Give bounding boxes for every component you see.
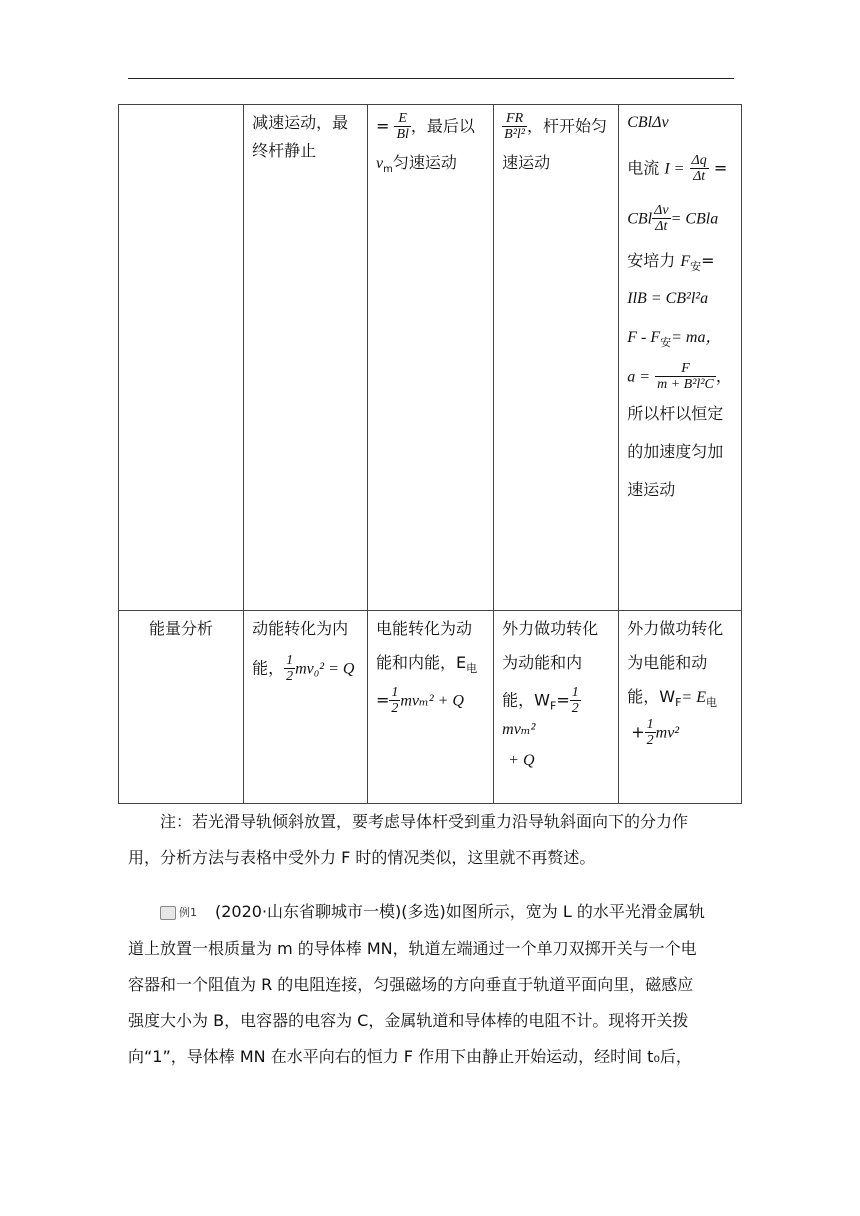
fraction: $\frac{1}{2}$	[391, 685, 399, 717]
text-line	[627, 325, 733, 353]
text-line: 为电能和动	[627, 653, 708, 672]
math: = E	[681, 689, 706, 706]
example-badge-label: 例1	[179, 905, 197, 919]
math: I =	[664, 160, 685, 178]
row1-cell-5	[619, 105, 742, 611]
text-line: 终杆静止	[252, 141, 317, 160]
math: mvₘ² + Q	[400, 692, 464, 710]
math: F - F	[627, 328, 661, 346]
equals: =	[556, 690, 570, 710]
text-line: 外力做功转化	[502, 619, 599, 638]
text-line: + Q	[508, 751, 535, 769]
row1-cell-3	[367, 105, 493, 611]
example-paragraph	[128, 894, 738, 1075]
row2-cell-3	[367, 611, 493, 804]
text-line	[376, 151, 485, 179]
text-line	[627, 249, 733, 277]
text-line: 减速运动，最	[252, 113, 349, 132]
example-line-5: 向“1”，导体棒 MN 在水平向右的恒力 F 作用下由静止开始运动，经时间 t₀后，	[128, 1046, 692, 1066]
equals: =	[375, 116, 390, 136]
row2-cell-5	[619, 611, 742, 804]
text-line	[627, 203, 733, 235]
text: ，杆开始匀	[527, 116, 608, 136]
fraction: $\frac{1}{2}$	[571, 685, 579, 717]
note-paragraph	[128, 804, 738, 876]
analysis-table	[118, 104, 742, 804]
row2-label-cell: 能量分析	[119, 611, 244, 804]
text-line: 动能转化为内	[252, 619, 349, 638]
text-line: CBlΔv	[627, 114, 669, 131]
text-line	[252, 653, 359, 685]
math: mvₘ²	[502, 720, 536, 738]
text-line: 速运动	[502, 152, 551, 172]
math: mv²	[655, 724, 680, 742]
fraction: $\frac{1}{2}$	[646, 717, 654, 749]
row1-cell-2	[244, 105, 368, 611]
text: 电流	[627, 158, 665, 178]
text-line: 所以杆以恒定	[627, 404, 724, 424]
table-row	[119, 611, 742, 804]
text-line: 速运动	[627, 480, 676, 500]
row1-cell-4	[494, 105, 619, 611]
math: F	[680, 252, 691, 270]
text-line	[502, 685, 610, 743]
text-line: 的加速度匀加	[627, 442, 724, 462]
fraction: $\frac{FR}{\text{B²l²}}$	[504, 111, 526, 143]
text-line	[376, 111, 485, 143]
equals: =	[713, 158, 728, 178]
text-line	[627, 685, 733, 713]
text-line	[627, 717, 733, 749]
equals: =	[701, 250, 715, 270]
note-line-2: 用，分析方法与表格中受外力 F 时的情况类似，这里就不再赘述。	[128, 848, 596, 867]
row1-label-cell	[119, 105, 244, 611]
table-row	[119, 105, 742, 611]
text: 能，W	[502, 690, 550, 710]
example-line-2: 道上放置一根质量为 m 的导体棒 MN，轨道左端通过一个单刀双掷开关与一个电	[128, 938, 697, 958]
example-line-1	[128, 894, 738, 931]
var-v: v	[375, 154, 384, 172]
subscript: F	[550, 699, 557, 713]
subscript: 安	[690, 259, 702, 273]
text: ，	[715, 365, 732, 385]
text-line: 为动能和内	[502, 653, 583, 672]
subscript: F	[675, 696, 682, 710]
subscript: 电	[705, 696, 717, 710]
fraction: $\frac{\Delta v}{\Delta t}$	[654, 202, 669, 235]
plus: +	[631, 722, 645, 742]
fraction: $\frac{1}{2}$	[286, 653, 294, 685]
header-rule	[128, 78, 734, 79]
math: a =	[627, 367, 651, 385]
math: = ma，	[671, 328, 722, 346]
example-text: (2020·山东省聊城市一模)(多选)如图所示，宽为 L 的水平光滑金属轨	[215, 902, 705, 921]
text: 能，	[252, 658, 285, 678]
example-icon	[160, 906, 176, 920]
fraction: $\frac{F}{\text{m + B²l²C}}$	[657, 360, 714, 392]
text: 能和内能，E	[375, 653, 467, 672]
text: 安培力	[627, 250, 681, 270]
math: = CBla	[670, 210, 719, 228]
text-line	[502, 111, 610, 143]
fraction: $\frac{\Delta q}{\Delta t}$	[691, 153, 707, 185]
text-line	[627, 361, 733, 393]
example-badge	[160, 895, 197, 931]
example-line-4: 强度大小为 B，电容器的电容为 C，金属轨道和导体棒的电阻不计。现将开关拨	[128, 1010, 689, 1030]
subscript: 安	[660, 335, 672, 349]
text: 能，W	[627, 687, 676, 706]
text-line: 电能转化为动	[375, 619, 472, 638]
note-line-1: 注：若光滑导轨倾斜放置，要考虑导体杆受到重力沿导轨斜面向下的分力作	[160, 812, 689, 831]
text-line	[376, 651, 485, 679]
text: ，最后以	[410, 116, 475, 136]
equals: =	[375, 690, 390, 710]
text: 匀速运动	[392, 152, 457, 172]
text-line: IlB = CB²l²a	[627, 289, 709, 307]
text-line	[376, 685, 485, 717]
text-line	[627, 153, 733, 185]
subscript: m	[383, 163, 393, 175]
row2-cell-2	[244, 611, 368, 804]
example-line-3: 容器和一个阻值为 R 的电阻连接，匀强磁场的方向垂直于轨道平面向里，磁感应	[128, 974, 694, 994]
subscript: 电	[466, 662, 478, 676]
math: mv₀² = Q	[295, 660, 355, 678]
text-line: 外力做功转化	[627, 619, 724, 638]
math: CBl	[627, 210, 653, 228]
row2-cell-4	[494, 611, 619, 804]
fraction: $\frac{E}{Bl}$	[396, 111, 409, 143]
